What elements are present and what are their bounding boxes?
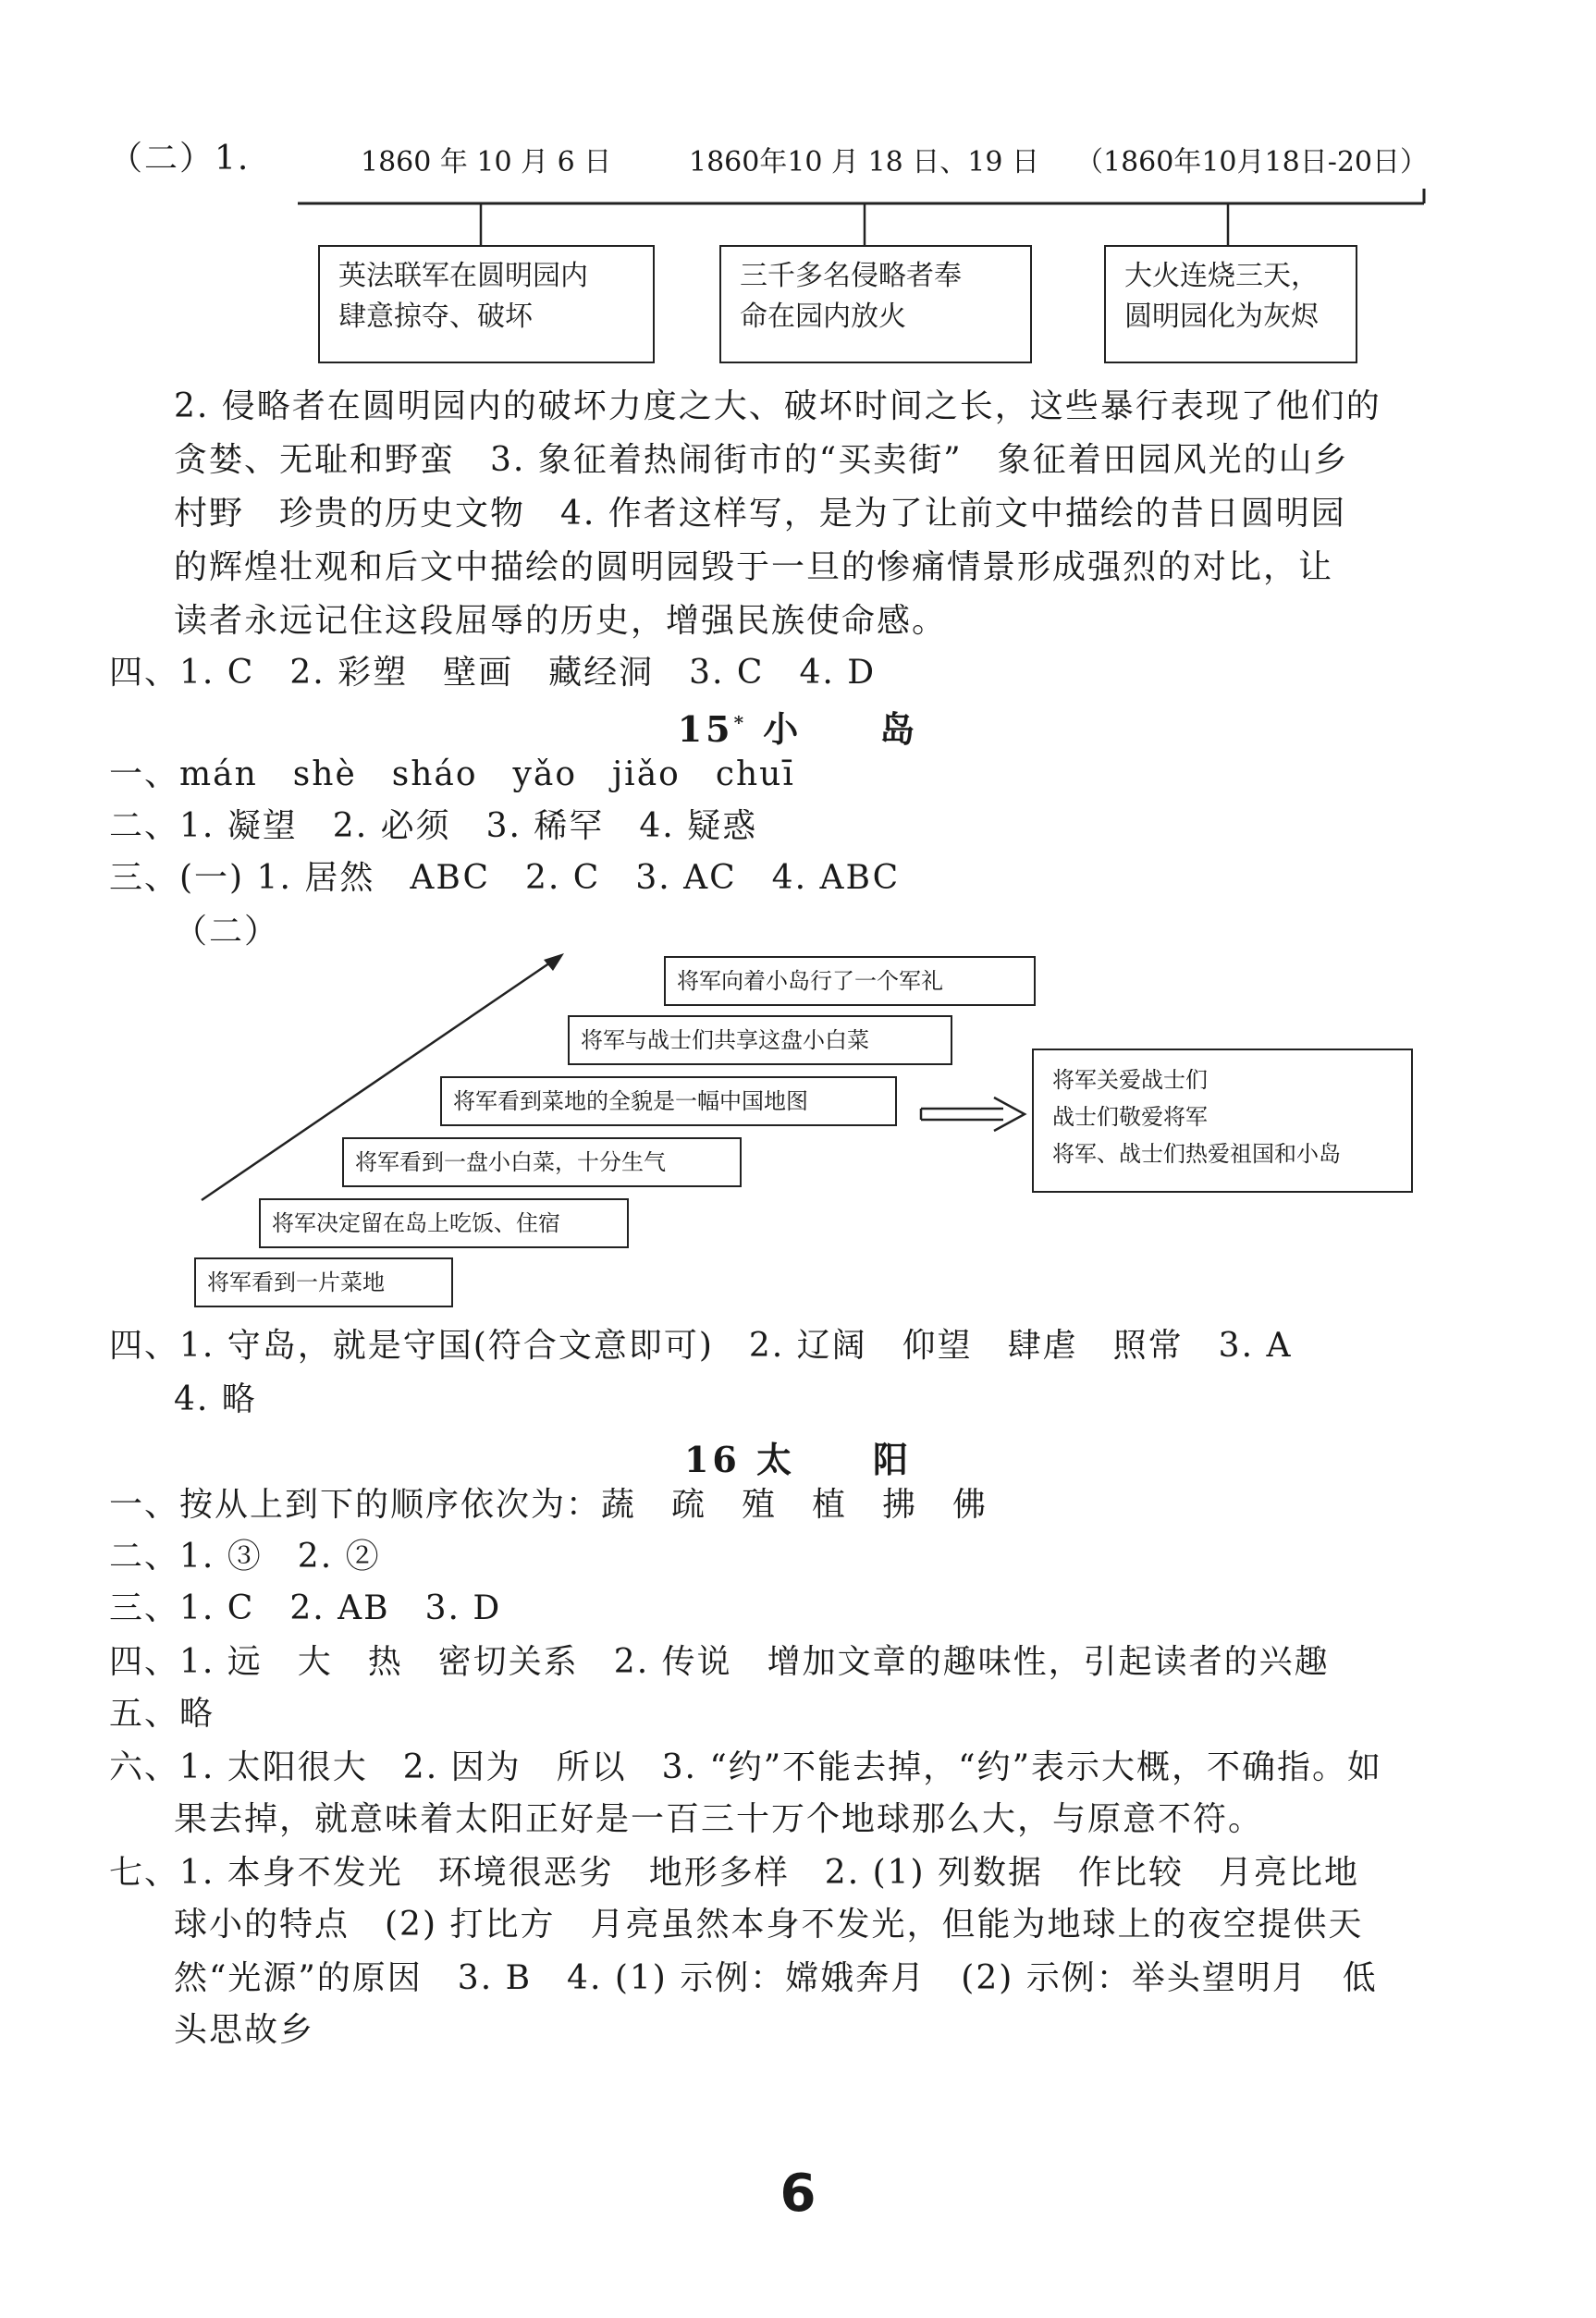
answer-line: （二）	[174, 913, 280, 951]
answer-line: 贪婪、无耻和野蛮 3. 象征着热闹街市的“买卖街” 象征着田园风光的山乡	[174, 441, 1349, 479]
event-3-line-1: 大火连烧三天，	[1124, 260, 1319, 292]
answer-line: 三、1. C 2. AB 3. D	[109, 1589, 502, 1627]
flow-step-4: 将军看到菜地的全貌是一幅中国地图	[440, 1076, 897, 1126]
lesson-15-mark: *	[733, 711, 748, 734]
answer-line: 头思故乡	[174, 2011, 315, 2049]
timeline-event-box-1	[318, 245, 655, 363]
page-number: 6	[780, 2164, 816, 2224]
answer-line: 五、略	[109, 1695, 215, 1733]
flow-result-box	[1032, 1049, 1413, 1193]
answer-line: 4. 略	[174, 1380, 257, 1418]
timeline-date-2: 1860年10 月 18 日、19 日	[689, 146, 1040, 178]
flow-step-2: 将军决定留在岛上吃饭、住宿	[259, 1198, 629, 1248]
answer-line: 一、按从上到下的顺序依次为：蔬 疏 殖 植 拂 佛	[109, 1486, 988, 1524]
answer-line: 果去掉，就意味着太阳正好是一百三十万个地球那么大，与原意不符。	[174, 1800, 1264, 1838]
flow-result-line-1: 将军关爱战士们	[1052, 1067, 1208, 1093]
answer-line: 村野 珍贵的历史文物 4. 作者这样写，是为了让前文中描绘的昔日圆明园	[174, 495, 1346, 533]
event-2-line-1: 三千多名侵略者奉	[740, 260, 962, 292]
answer-line: 一、mán shè sháo yǎo jiǎo chuī	[109, 755, 795, 793]
answer-line: 2. 侵略者在圆明园内的破坏力度之大、破坏时间之长，这些暴行表现了他们的	[174, 387, 1381, 425]
flow-diagonal-arrowhead	[544, 953, 564, 971]
answer-line: 读者永远记住这段屈辱的历史，增强民族使命感。	[174, 602, 948, 640]
event-2-line-2: 命在园内放火	[740, 300, 906, 333]
lesson-15-heading	[0, 701, 1596, 752]
timeline-event-box-3	[1104, 245, 1357, 363]
answer-line: 六、1. 太阳很大 2. 因为 所以 3. “约”不能去掉，“约”表示大概，不确指。如	[109, 1748, 1382, 1786]
event-1-line-1: 英法联军在圆明园内	[338, 260, 588, 292]
answer-line: 然“光源”的原因 3. B 4. (1) 示例：嫦娥奔月 (2) 示例：举头望明月 低	[174, 1959, 1378, 1997]
answer-line: 球小的特点 (2) 打比方 月亮虽然本身不发光，但能为地球上的夜空提供天	[174, 1906, 1364, 1944]
flow-step-5: 将军与战士们共享这盘小白菜	[568, 1015, 952, 1065]
flow-step-6: 将军向着小岛行了一个军礼	[664, 956, 1036, 1006]
timeline-date-3: （1860年10月18日-20日）	[1075, 146, 1429, 178]
event-3-line-2: 圆明园化为灰烬	[1124, 300, 1319, 333]
answer-line: 四、1. C 2. 彩塑 壁画 藏经洞 3. C 4. D	[109, 654, 877, 692]
answer-line: 二、1. ③ 2. ②	[109, 1538, 381, 1576]
answer-line: 四、1. 远 大 热 密切关系 2. 传说 增加文章的趣味性，引起读者的兴趣	[109, 1643, 1330, 1681]
flow-step-1: 将军看到一片菜地	[194, 1257, 453, 1307]
answer-line: 二、1. 凝望 2. 必须 3. 稀罕 4. 疑惑	[109, 807, 758, 845]
event-1-line-2: 肆意掠夺、破坏	[338, 300, 533, 333]
answer-line: 的辉煌壮观和后文中描绘的圆明园毁于一旦的惨痛情景形成强烈的对比，让	[174, 548, 1334, 586]
answer-line: 四、1. 守岛，就是守国(符合文意即可) 2. 辽阔 仰望 肆虐 照常 3. A	[109, 1327, 1293, 1365]
answer-line: 三、(一) 1. 居然 ABC 2. C 3. AC 4. ABC	[109, 859, 901, 897]
flow-result-line-2: 战士们敬爱将军	[1052, 1104, 1208, 1130]
answer-line: 七、1. 本身不发光 环境很恶劣 地形多样 2. (1) 列数据 作比较 月亮比地	[109, 1854, 1360, 1892]
lesson-16-heading: 16 太 阳	[683, 1439, 913, 1480]
section-two-label: （二）1.	[109, 140, 251, 178]
flow-step-3: 将军看到一盘小白菜，十分生气	[342, 1137, 742, 1187]
double-arrow-icon	[921, 1098, 1025, 1131]
timeline-date-1: 1860 年 10 月 6 日	[361, 146, 612, 178]
timeline-event-box-2	[719, 245, 1032, 363]
lesson-15-number: 15	[677, 708, 734, 750]
flow-result-line-3: 将军、战士们热爱祖国和小岛	[1052, 1141, 1341, 1167]
lesson-15-title: 小 岛	[763, 708, 919, 750]
